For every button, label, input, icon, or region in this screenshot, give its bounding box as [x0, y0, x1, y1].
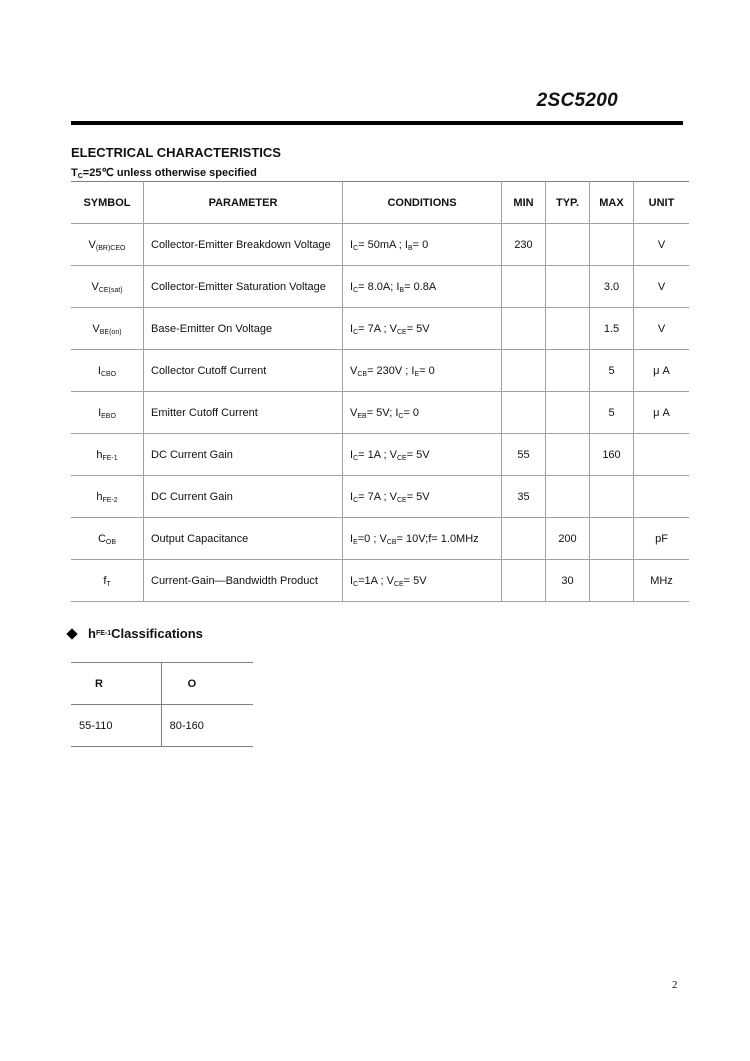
cond-letter: I: [396, 280, 400, 293]
cond-subscript: C: [398, 412, 404, 420]
note-symbol-subscript: C: [77, 173, 83, 180]
table-row: [71, 392, 689, 434]
class-header-r: R: [71, 663, 161, 705]
table-row: [71, 266, 689, 308]
conditions-cell: [343, 308, 502, 350]
hfe-heading-symbol: h: [88, 626, 96, 641]
symbol-cell: [71, 308, 144, 350]
cond-text: = 5V: [406, 448, 430, 461]
cond-text: = 7A ;: [358, 490, 390, 503]
symbol-subscript: EBO: [101, 412, 116, 420]
max-cell: 3.0: [590, 266, 634, 308]
section-title: ELECTRICAL CHARACTERISTICS: [71, 145, 281, 160]
cond-text: = 5V: [403, 574, 427, 587]
symbol-subscript: (BR)CEO: [95, 244, 126, 252]
unit-cell: μ A: [634, 392, 690, 434]
table-row: [71, 224, 689, 266]
class-value-r: 55-110: [71, 705, 161, 747]
parameter-cell: Output Capacitance: [144, 518, 343, 560]
cond-subscript: B: [399, 286, 405, 294]
min-cell: 55: [502, 434, 546, 476]
min-cell: [502, 350, 546, 392]
cond-subscript: CB: [357, 370, 368, 378]
symbol-subscript: CBO: [100, 370, 117, 378]
max-cell: 5: [590, 392, 634, 434]
header-unit: UNIT: [634, 182, 690, 224]
typ-cell: [546, 224, 590, 266]
cond-subscript: EB: [357, 412, 367, 420]
cond-letter: I: [395, 406, 399, 419]
cond-letter: I: [404, 238, 408, 251]
unit-cell: V: [634, 308, 690, 350]
parameter-cell: Base-Emitter On Voltage: [144, 308, 343, 350]
table-row: [71, 308, 689, 350]
min-cell: [502, 392, 546, 434]
symbol-letter: h: [96, 490, 103, 503]
conditions-cell: [343, 266, 502, 308]
cond-text: = 7A ;: [358, 322, 390, 335]
parameter-cell: DC Current Gain: [144, 476, 343, 518]
symbol-subscript: BE(on): [99, 328, 122, 336]
table-body: [71, 224, 689, 602]
cond-letter: I: [350, 532, 354, 545]
cond-text: =1A ;: [358, 574, 387, 587]
hfe-classifications-heading: h FE-1 Classifications: [66, 626, 203, 641]
typ-cell: 30: [546, 560, 590, 602]
conditions-cell: [343, 350, 502, 392]
symbol-letter: V: [91, 280, 99, 293]
class-header-o: O: [161, 663, 253, 705]
conditions-cell: [343, 518, 502, 560]
diamond-bullet-icon: [66, 628, 77, 639]
symbol-subscript: CE(sat): [98, 286, 123, 294]
cond-subscript: E: [353, 538, 358, 546]
cond-letter: I: [350, 322, 354, 335]
min-cell: [502, 518, 546, 560]
hfe-classifications-table: [71, 662, 253, 747]
page-number: 2: [672, 979, 678, 991]
classification-value-row: [71, 705, 253, 747]
cond-subscript: C: [353, 454, 359, 462]
header-rule: [71, 121, 683, 125]
cond-text: = 0: [403, 406, 420, 419]
unit-cell: [634, 434, 690, 476]
note-text: =25℃ unless otherwise specified: [82, 167, 257, 179]
symbol-letter: C: [97, 532, 106, 545]
cond-text: = 0: [412, 238, 429, 251]
table-row: [71, 560, 689, 602]
typ-cell: [546, 392, 590, 434]
header-parameter: PARAMETER: [144, 182, 343, 224]
parameter-cell: DC Current Gain: [144, 434, 343, 476]
cond-letter: I: [350, 280, 354, 293]
conditions-cell: [343, 560, 502, 602]
header-max: MAX: [590, 182, 634, 224]
cond-text: = 1A ;: [358, 448, 390, 461]
typ-cell: [546, 266, 590, 308]
table-row: [71, 350, 689, 392]
header-conditions: CONDITIONS: [343, 182, 502, 224]
cond-subscript: CE: [393, 580, 404, 588]
header-typ: TYP.: [546, 182, 590, 224]
max-cell: 5: [590, 350, 634, 392]
conditions-cell: [343, 392, 502, 434]
hfe-heading-text: Classifications: [111, 626, 203, 641]
part-number: 2SC5200: [536, 90, 618, 111]
cond-subscript: CE: [396, 328, 407, 336]
cond-letter: I: [350, 490, 354, 503]
cond-letter: I: [350, 238, 354, 251]
symbol-cell: [71, 392, 144, 434]
cond-text: = 10V;f= 1.0MHz: [396, 532, 479, 545]
cond-subscript: C: [353, 286, 359, 294]
cond-subscript: CE: [396, 496, 407, 504]
header-symbol: SYMBOL: [71, 182, 144, 224]
cond-letter: I: [350, 448, 354, 461]
conditions-cell: [343, 476, 502, 518]
cond-text: = 230V ;: [367, 364, 412, 377]
min-cell: [502, 308, 546, 350]
header-min: MIN: [502, 182, 546, 224]
conditions-cell: [343, 434, 502, 476]
symbol-subscript: FE-1: [102, 454, 118, 462]
cond-text: = 5V: [406, 322, 430, 335]
cond-letter: V: [386, 574, 394, 587]
parameter-cell: Emitter Cutoff Current: [144, 392, 343, 434]
max-cell: [590, 224, 634, 266]
symbol-letter: I: [97, 364, 101, 377]
typ-cell: [546, 476, 590, 518]
cond-letter: V: [389, 448, 397, 461]
cond-letter: I: [411, 364, 415, 377]
parameter-cell: Collector Cutoff Current: [144, 350, 343, 392]
conditions-cell: [343, 224, 502, 266]
cond-letter: V: [350, 406, 358, 419]
cond-subscript: CE: [396, 454, 407, 462]
test-condition-note: [71, 166, 257, 179]
table-row: [71, 518, 689, 560]
electrical-characteristics-table: [71, 181, 689, 602]
cond-subscript: E: [414, 370, 420, 378]
class-value-o: 80-160: [161, 705, 253, 747]
max-cell: 160: [590, 434, 634, 476]
max-cell: [590, 476, 634, 518]
table-header-row: [71, 182, 689, 224]
typ-cell: [546, 350, 590, 392]
symbol-cell: [71, 266, 144, 308]
cond-letter: V: [350, 364, 358, 377]
unit-cell: pF: [634, 518, 690, 560]
unit-cell: μ A: [634, 350, 690, 392]
cond-subscript: C: [353, 496, 359, 504]
cond-subscript: CB: [386, 538, 397, 546]
cond-letter: V: [389, 490, 397, 503]
parameter-cell: Current-Gain—Bandwidth Product: [144, 560, 343, 602]
cond-text: = 0.8A: [404, 280, 437, 293]
symbol-subscript: FE-2: [102, 496, 118, 504]
symbol-subscript: OB: [105, 538, 117, 546]
parameter-cell: Collector-Emitter Breakdown Voltage: [144, 224, 343, 266]
cond-subscript: C: [353, 244, 359, 252]
symbol-cell: [71, 350, 144, 392]
cond-letter: V: [379, 532, 387, 545]
classification-header-row: [71, 663, 253, 705]
symbol-letter: V: [88, 238, 96, 251]
cond-text: =0 ;: [357, 532, 380, 545]
typ-cell: 200: [546, 518, 590, 560]
typ-cell: [546, 434, 590, 476]
symbol-cell: [71, 434, 144, 476]
max-cell: [590, 560, 634, 602]
min-cell: [502, 266, 546, 308]
cond-letter: I: [350, 574, 354, 587]
unit-cell: MHz: [634, 560, 690, 602]
note-symbol: T: [71, 167, 78, 179]
parameter-cell: Collector-Emitter Saturation Voltage: [144, 266, 343, 308]
cond-text: = 8.0A;: [358, 280, 397, 293]
table-row: [71, 476, 689, 518]
cond-text: = 50mA ;: [358, 238, 405, 251]
symbol-letter: I: [98, 406, 102, 419]
min-cell: 35: [502, 476, 546, 518]
max-cell: 1.5: [590, 308, 634, 350]
cond-text: = 5V: [406, 490, 430, 503]
symbol-cell: [71, 224, 144, 266]
symbol-cell: [71, 560, 144, 602]
cond-subscript: C: [353, 580, 359, 588]
cond-letter: V: [389, 322, 397, 335]
symbol-letter: V: [92, 322, 100, 335]
unit-cell: [634, 476, 690, 518]
cond-text: = 0: [419, 364, 435, 377]
symbol-cell: [71, 518, 144, 560]
symbol-subscript: T: [106, 580, 111, 588]
symbol-cell: [71, 476, 144, 518]
symbol-letter: h: [96, 448, 103, 461]
max-cell: [590, 518, 634, 560]
unit-cell: V: [634, 266, 690, 308]
symbol-letter: f: [103, 574, 107, 587]
min-cell: 230: [502, 224, 546, 266]
table-row: [71, 434, 689, 476]
typ-cell: [546, 308, 590, 350]
cond-text: = 5V;: [366, 406, 396, 419]
cond-subscript: B: [407, 244, 413, 252]
cond-subscript: C: [353, 328, 359, 336]
min-cell: [502, 560, 546, 602]
unit-cell: V: [634, 224, 690, 266]
